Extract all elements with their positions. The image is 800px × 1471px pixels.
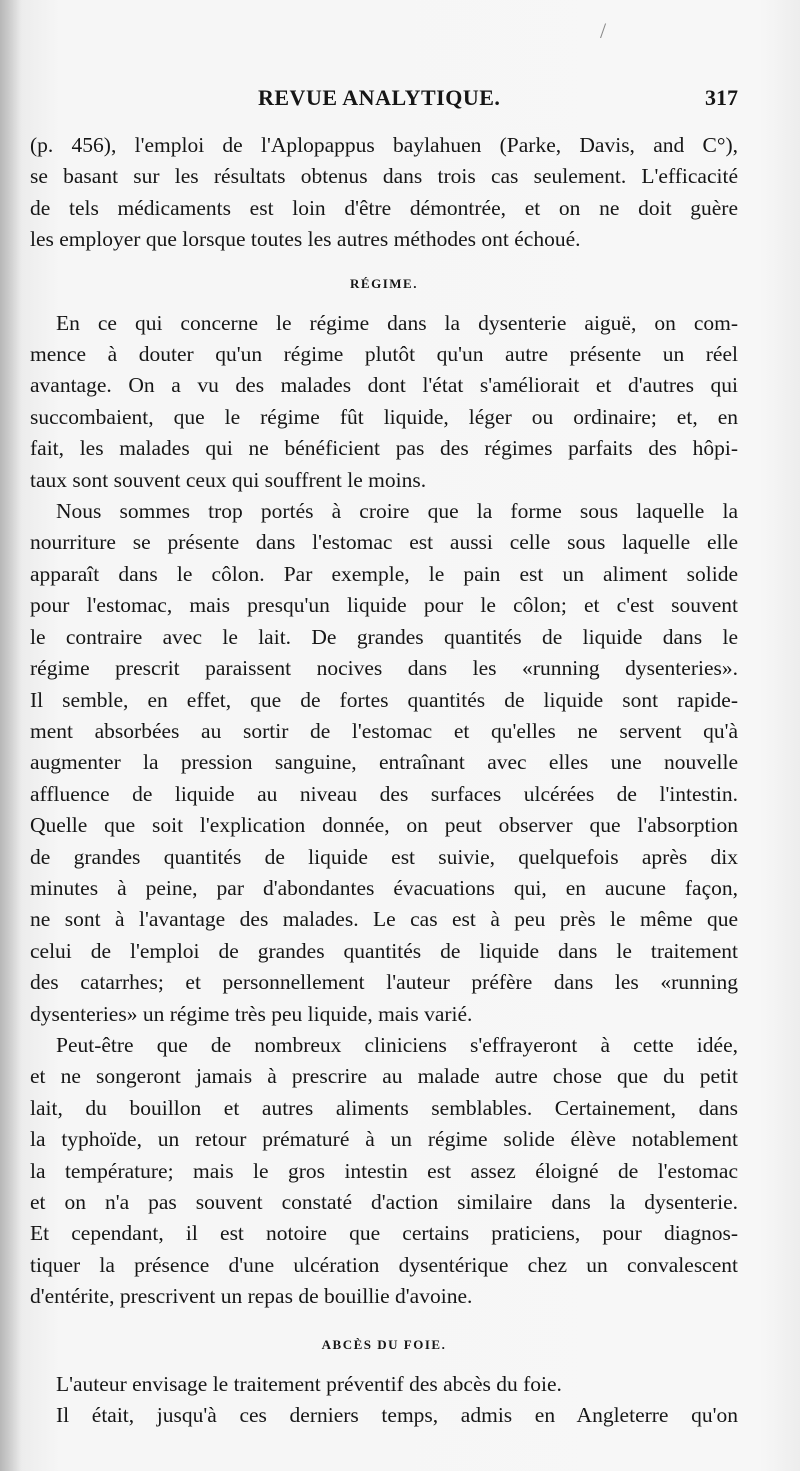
intro-paragraph — [30, 130, 738, 256]
paragraph — [30, 1369, 738, 1400]
text-line: de grandes quantités de liquide est suivie, quelquefois après dix — [30, 844, 738, 869]
text-line: la typhoïde, un retour prématuré à un régime solide élève notablement — [30, 1127, 738, 1152]
text-line: les employer que lorsque toutes les autres méthodes ont échoué. — [30, 227, 581, 252]
stray-mark: / — [600, 18, 607, 43]
text-line: ne sont à l'avantage des malades. Le cas est à peu près le même que — [30, 907, 738, 932]
text-line: Nous sommes trop portés à croire que la forme sous laquelle la — [56, 499, 738, 524]
text-line: mence à douter qu'un régime plutôt qu'un autre présente un réel — [30, 342, 738, 367]
text-line: succombaient, que le régime fût liquide, léger ou ordinaire; et, en — [30, 404, 738, 429]
body-text — [30, 130, 738, 1431]
text-line: nourriture se présente dans l'estomac est aussi celle sous laquelle elle — [30, 530, 738, 555]
text-line: la température; mais le gros intestin est assez éloigné de l'estomac — [30, 1158, 738, 1183]
text-line: taux sont souvent ceux qui souffrent le moins. — [30, 467, 427, 492]
page-number: 317 — [705, 85, 738, 110]
text-line: Quelle que soit l'explication donnée, on peut observer que l'absorption — [30, 813, 738, 838]
text-line: le contraire avec le lait. De grandes quantités de liquide dans le — [30, 624, 738, 649]
text-line: affluence de liquide au niveau des surfaces ulcérées de l'intestin. — [30, 781, 738, 806]
text-line: avantage. On a vu des malades dont l'état s'améliorait et d'autres qui — [30, 373, 738, 398]
running-head: REVUE ANALYTIQUE. — [258, 85, 501, 110]
text-line: augmenter la pression sanguine, entraînant avec elles une nouvelle — [30, 750, 738, 775]
text-line: des catarrhes; et personnellement l'auteur préfère dans les «running — [30, 970, 738, 995]
paragraph — [30, 1030, 738, 1313]
text-line: ment absorbées au sortir de l'estomac et qu'elles ne servent qu'à — [30, 718, 738, 743]
text-line: En ce qui concerne le régime dans la dysenterie aiguë, on com- — [56, 310, 738, 335]
text-line: Il était, jusqu'à ces derniers temps, admis en Angleterre qu'on — [56, 1403, 738, 1428]
text-line: (p. 456), l'emploi de l'Aplopappus baylahuen (Parke, Davis, and C°), — [30, 133, 738, 157]
text-line: régime prescrit paraissent nocives dans les «running dysenteries». — [30, 656, 738, 681]
text-line: apparaît dans le côlon. Par exemple, le pain est un aliment solide — [30, 561, 738, 586]
page-header — [258, 85, 738, 121]
text-line: fait, les malades qui ne bénéficient pas des régimes parfaits des hôpi- — [30, 436, 738, 461]
paragraph — [30, 308, 738, 496]
binding-shadow — [0, 0, 22, 1471]
text-line: minutes à peine, par d'abondantes évacuations qui, en aucune façon, — [30, 875, 738, 900]
text-line: de tels médicaments est loin d'être démontrée, et on ne doit guère — [30, 195, 738, 220]
text-line: Et cependant, il est notoire que certains praticiens, pour diagnos- — [30, 1221, 738, 1246]
paragraph — [30, 1400, 738, 1431]
text-line: et on n'a pas souvent constaté d'action similaire dans la dysenterie. — [30, 1190, 738, 1214]
text-line: se basant sur les résultats obtenus dans trois cas seulement. L'efficacité — [30, 164, 738, 189]
text-line: lait, du bouillon et autres aliments semblables. Certainement, dans — [30, 1095, 738, 1120]
text-line: L'auteur envisage le traitement préventif des abcès du foie. — [56, 1371, 562, 1396]
section-title-regime: RÉGIME. — [350, 275, 418, 291]
text-line: tiquer la présence d'une ulcération dysentérique chez un convalescent — [30, 1252, 738, 1277]
section-title-abces: ABCÈS DU FOIE. — [321, 1336, 447, 1352]
text-line: celui de l'emploi de grandes quantités de liquide dans le traitement — [30, 938, 738, 963]
text-line: et ne songeront jamais à prescrire au malade autre chose que du petit — [30, 1064, 738, 1089]
paragraph — [30, 496, 738, 1030]
text-line: pour l'estomac, mais presqu'un liquide pour le côlon; et c'est souvent — [30, 593, 738, 618]
text-line: Il semble, en effet, que de fortes quantités de liquide sont rapide- — [30, 687, 738, 712]
text-line: dysenteries» un régime très peu liquide, mais varié. — [30, 1001, 473, 1026]
text-line: d'entérite, prescrivent un repas de bouillie d'avoine. — [30, 1284, 473, 1309]
text-line: Peut-être que de nombreux cliniciens s'effrayeront à cette idée, — [56, 1032, 738, 1057]
